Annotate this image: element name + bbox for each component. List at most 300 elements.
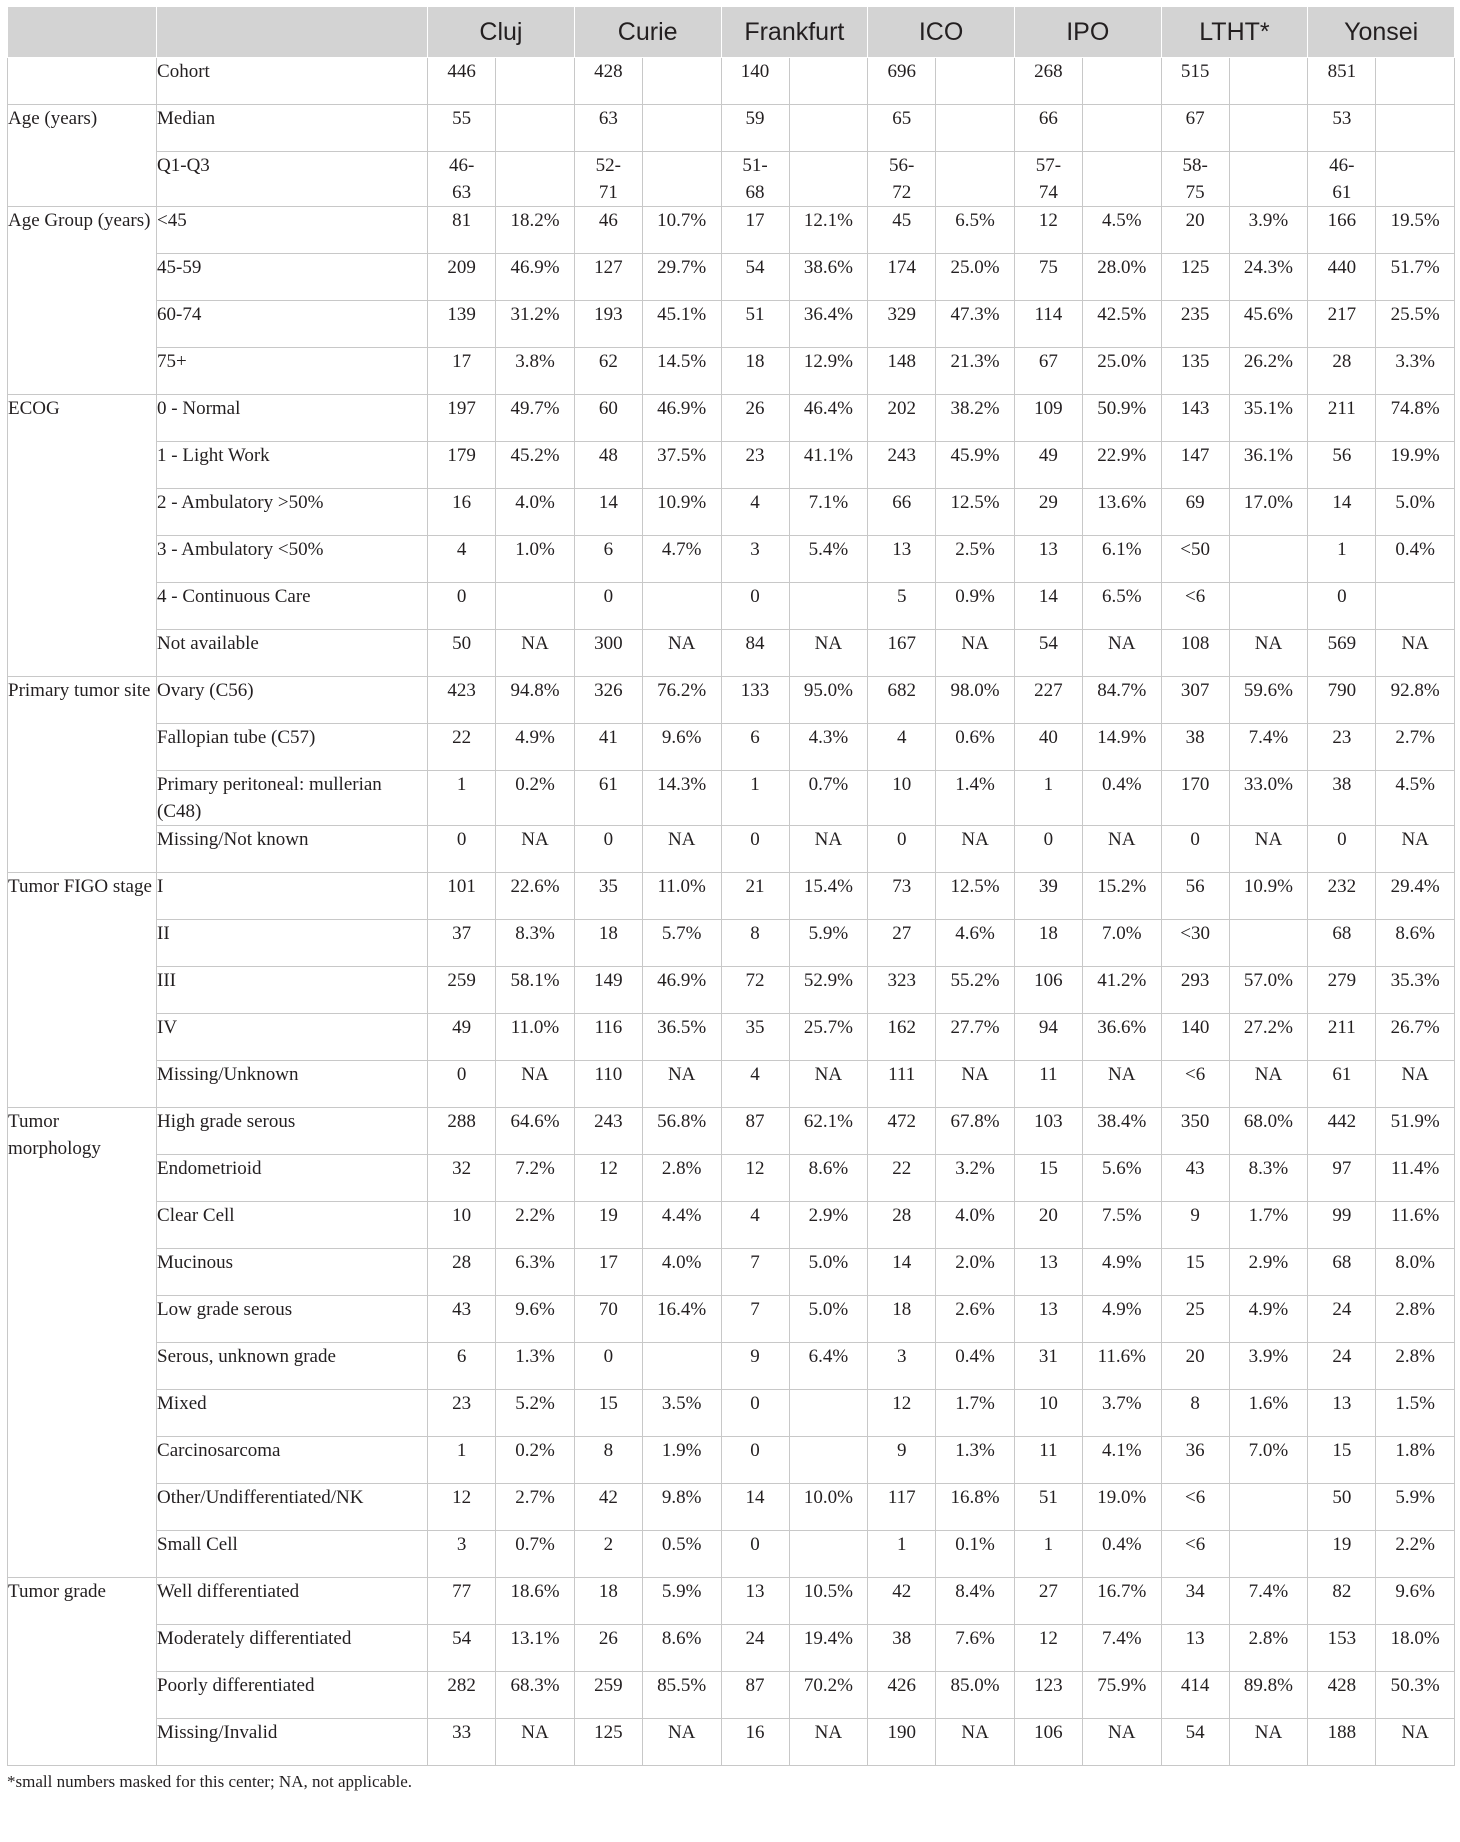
percent-cell: 18.0% [1376,1625,1455,1672]
row-label: II [157,920,428,967]
percent-cell: 18.2% [496,207,575,254]
percent-cell: NA [936,826,1015,873]
percent-cell: 4.4% [642,1202,721,1249]
count-cell: 54 [1161,1719,1229,1766]
percent-cell: 0.4% [1082,1531,1161,1578]
percent-cell: 19.4% [789,1625,868,1672]
count-cell: 428 [1308,1672,1376,1719]
percent-cell: 25.0% [936,254,1015,301]
table-row [8,207,1455,254]
table-row [8,1014,1455,1061]
count-cell: 67 [1161,105,1229,152]
count-cell: 20 [1161,207,1229,254]
percent-cell: NA [936,1061,1015,1108]
percent-cell: 8.3% [496,920,575,967]
row-label: Small Cell [157,1531,428,1578]
percent-cell: 5.7% [642,920,721,967]
count-cell: 65 [868,105,936,152]
table-row [8,58,1455,105]
table-row [8,1155,1455,1202]
group-label [8,58,157,105]
count-cell: 193 [574,301,642,348]
percent-cell: 50.9% [1082,395,1161,442]
count-cell: 12 [428,1484,496,1531]
count-cell: 167 [868,630,936,677]
row-label: Missing/Unknown [157,1061,428,1108]
count-cell: 851 [1308,58,1376,105]
percent-cell: NA [496,1719,575,1766]
percent-cell: 4.5% [1082,207,1161,254]
percent-cell: 5.0% [789,1249,868,1296]
header-ico: ICO [868,7,1015,58]
count-cell: 38 [1161,724,1229,771]
count-cell: 15 [1161,1249,1229,1296]
percent-cell: 49.7% [496,395,575,442]
percent-cell: NA [496,1061,575,1108]
row-label: High grade serous [157,1108,428,1155]
count-cell: 17 [428,348,496,395]
count-cell: 82 [1308,1578,1376,1625]
count-cell: 440 [1308,254,1376,301]
percent-cell [642,583,721,630]
count-cell: 37 [428,920,496,967]
count-cell: 133 [721,677,789,724]
row-label: Not available [157,630,428,677]
percent-cell: 7.0% [1229,1437,1308,1484]
count-cell: 307 [1161,677,1229,724]
empty-cell [936,152,1015,207]
count-cell: 17 [721,207,789,254]
percent-cell: 89.8% [1229,1672,1308,1719]
count-cell: 43 [428,1296,496,1343]
count-cell: 103 [1014,1108,1082,1155]
percent-cell: 0.5% [642,1531,721,1578]
empty-cell [496,58,575,105]
empty-cell [642,105,721,152]
count-cell: 19 [1308,1531,1376,1578]
percent-cell: 8.6% [789,1155,868,1202]
count-cell: 1 [1308,536,1376,583]
group-label: Age (years) [8,105,157,207]
count-cell: 69 [1161,489,1229,536]
count-cell: 27 [1014,1578,1082,1625]
count-cell: 32 [428,1155,496,1202]
count-cell: 48 [574,442,642,489]
percent-cell: 3.8% [496,348,575,395]
percent-cell: 3.3% [1376,348,1455,395]
percent-cell: 84.7% [1082,677,1161,724]
percent-cell: 15.2% [1082,873,1161,920]
percent-cell: 15.4% [789,873,868,920]
row-label: 45-59 [157,254,428,301]
percent-cell: 2.5% [936,536,1015,583]
percent-cell: 4.9% [1082,1249,1161,1296]
percent-cell: 5.2% [496,1390,575,1437]
percent-cell: NA [936,630,1015,677]
table-row [8,536,1455,583]
count-cell: 0 [574,826,642,873]
count-cell: 38 [868,1625,936,1672]
percent-cell: 5.9% [1376,1484,1455,1531]
header-curie: Curie [574,7,721,58]
count-cell: 682 [868,677,936,724]
percent-cell: 7.1% [789,489,868,536]
percent-cell: 7.2% [496,1155,575,1202]
count-cell: 8 [574,1437,642,1484]
count-cell: 114 [1014,301,1082,348]
row-label: Serous, unknown grade [157,1343,428,1390]
table-row [8,395,1455,442]
percent-cell: 10.7% [642,207,721,254]
count-cell: 170 [1161,771,1229,826]
header-ipo: IPO [1014,7,1161,58]
percent-cell: 35.1% [1229,395,1308,442]
count-cell: 197 [428,395,496,442]
count-cell: 423 [428,677,496,724]
count-cell: 446 [428,58,496,105]
percent-cell: 7.4% [1229,1578,1308,1625]
empty-cell [1229,58,1308,105]
row-label: Median [157,105,428,152]
count-cell: 106 [1014,967,1082,1014]
count-cell: 84 [721,630,789,677]
count-cell: 3 [428,1531,496,1578]
row-label: Primary peritoneal: mullerian (C48) [157,771,428,826]
count-cell: <6 [1161,1061,1229,1108]
count-cell: 110 [574,1061,642,1108]
count-cell: 23 [428,1390,496,1437]
count-cell: 14 [1014,583,1082,630]
percent-cell: 6.3% [496,1249,575,1296]
count-cell: 2 [574,1531,642,1578]
percent-cell: 2.2% [496,1202,575,1249]
table-row [8,1202,1455,1249]
percent-cell: 2.2% [1376,1531,1455,1578]
percent-cell: NA [1376,826,1455,873]
percent-cell: 5.9% [789,920,868,967]
count-cell: 1 [721,771,789,826]
percent-cell: 76.2% [642,677,721,724]
percent-cell: NA [642,1719,721,1766]
percent-cell: NA [1376,1061,1455,1108]
percent-cell: 95.0% [789,677,868,724]
percent-cell: 24.3% [1229,254,1308,301]
percent-cell: 19.0% [1082,1484,1161,1531]
row-label: Cohort [157,58,428,105]
count-cell: 6 [574,536,642,583]
percent-cell: NA [1376,1719,1455,1766]
empty-cell [1082,105,1161,152]
count-cell: 1 [428,1437,496,1484]
percent-cell: 29.4% [1376,873,1455,920]
group-label: Tumor FIGO stage [8,873,157,1108]
count-cell: 235 [1161,301,1229,348]
count-cell: 123 [1014,1672,1082,1719]
count-cell: 53 [1308,105,1376,152]
percent-cell: 36.6% [1082,1014,1161,1061]
count-cell: 179 [428,442,496,489]
percent-cell: 1.4% [936,771,1015,826]
row-label: III [157,967,428,1014]
count-cell: 211 [1308,1014,1376,1061]
percent-cell: 70.2% [789,1672,868,1719]
count-cell: 300 [574,630,642,677]
percent-cell [789,1437,868,1484]
percent-cell: NA [789,1719,868,1766]
group-label: Tumor morphology [8,1108,157,1578]
percent-cell: 10.9% [1229,873,1308,920]
count-cell: 33 [428,1719,496,1766]
table-row [8,1061,1455,1108]
group-label: Primary tumor site [8,677,157,873]
percent-cell: NA [642,630,721,677]
count-cell: 6 [721,724,789,771]
percent-cell: 38.4% [1082,1108,1161,1155]
percent-cell: NA [1082,1719,1161,1766]
empty-cell [642,152,721,207]
row-label: 0 - Normal [157,395,428,442]
percent-cell: 85.5% [642,1672,721,1719]
row-label: Mucinous [157,1249,428,1296]
count-cell: 28 [428,1249,496,1296]
percent-cell: 10.9% [642,489,721,536]
empty-cell [789,105,868,152]
count-cell: 18 [574,1578,642,1625]
percent-cell: NA [1229,630,1308,677]
percent-cell: 4.6% [936,920,1015,967]
percent-cell: 94.8% [496,677,575,724]
header-row [8,7,1455,58]
count-cell: 75 [1014,254,1082,301]
percent-cell: 4.9% [496,724,575,771]
percent-cell [1376,583,1455,630]
percent-cell: 4.0% [496,489,575,536]
percent-cell: 46.9% [642,967,721,1014]
count-cell: 94 [1014,1014,1082,1061]
count-cell: 70 [574,1296,642,1343]
count-cell: 0 [574,583,642,630]
percent-cell: 38.6% [789,254,868,301]
count-cell: 15 [574,1390,642,1437]
header-blank-group [8,7,157,58]
percent-cell: 1.5% [1376,1390,1455,1437]
count-cell: 4 [721,1202,789,1249]
count-cell: 43 [1161,1155,1229,1202]
percent-cell: 1.9% [642,1437,721,1484]
percent-cell: 12.9% [789,348,868,395]
percent-cell: NA [1082,630,1161,677]
count-cell: 38 [1308,771,1376,826]
count-cell: 0 [721,1531,789,1578]
percent-cell: 4.9% [1082,1296,1161,1343]
count-cell: 790 [1308,677,1376,724]
count-cell: 162 [868,1014,936,1061]
empty-cell [789,58,868,105]
percent-cell: 21.3% [936,348,1015,395]
count-cell: 13 [1161,1625,1229,1672]
count-cell: 87 [721,1108,789,1155]
row-label: 3 - Ambulatory <50% [157,536,428,583]
percent-cell: 27.7% [936,1014,1015,1061]
row-label: IV [157,1014,428,1061]
percent-cell: 45.1% [642,301,721,348]
percent-cell: 33.0% [1229,771,1308,826]
percent-cell: 7.4% [1082,1625,1161,1672]
percent-cell: 28.0% [1082,254,1161,301]
table-row [8,1390,1455,1437]
count-cell: 259 [428,967,496,1014]
percent-cell: 9.6% [496,1296,575,1343]
table-row [8,724,1455,771]
percent-cell: 45.9% [936,442,1015,489]
percent-cell: 62.1% [789,1108,868,1155]
table-row [8,677,1455,724]
count-cell: <6 [1161,583,1229,630]
row-label: Fallopian tube (C57) [157,724,428,771]
count-cell: 46- 61 [1308,152,1376,207]
count-cell: <50 [1161,536,1229,583]
percent-cell: 0.1% [936,1531,1015,1578]
count-cell: 13 [721,1578,789,1625]
percent-cell: 0.2% [496,1437,575,1484]
percent-cell: 9.6% [642,724,721,771]
count-cell: 174 [868,254,936,301]
count-cell: 50 [428,630,496,677]
percent-cell: 3.9% [1229,207,1308,254]
table-row [8,1625,1455,1672]
empty-cell [1376,152,1455,207]
row-label: Well differentiated [157,1578,428,1625]
data-table [7,6,1455,1766]
count-cell: 232 [1308,873,1376,920]
percent-cell [789,583,868,630]
percent-cell: 7.5% [1082,1202,1161,1249]
count-cell: 62 [574,348,642,395]
count-cell: 24 [721,1625,789,1672]
percent-cell [1229,536,1308,583]
count-cell: 97 [1308,1155,1376,1202]
percent-cell: 1.7% [936,1390,1015,1437]
count-cell: 8 [1161,1390,1229,1437]
count-cell: 10 [868,771,936,826]
percent-cell: NA [1082,826,1161,873]
count-cell: 15 [1308,1437,1376,1484]
percent-cell: 5.4% [789,536,868,583]
percent-cell: 2.7% [496,1484,575,1531]
count-cell: 426 [868,1672,936,1719]
percent-cell: 11.0% [642,873,721,920]
table-row [8,583,1455,630]
count-cell: 77 [428,1578,496,1625]
percent-cell: 12.5% [936,489,1015,536]
count-cell: 49 [1014,442,1082,489]
count-cell: 14 [868,1249,936,1296]
group-label: Age Group (years) [8,207,157,395]
percent-cell: NA [642,1061,721,1108]
count-cell: 54 [721,254,789,301]
row-label: Mixed [157,1390,428,1437]
percent-cell: 64.6% [496,1108,575,1155]
count-cell: 35 [721,1014,789,1061]
count-cell: 11 [1014,1061,1082,1108]
percent-cell: 9.8% [642,1484,721,1531]
percent-cell: 2.7% [1376,724,1455,771]
count-cell: 0 [428,583,496,630]
count-cell: 12 [1014,1625,1082,1672]
count-cell: 34 [1161,1578,1229,1625]
count-cell: 0 [1308,826,1376,873]
count-cell: 10 [1014,1390,1082,1437]
count-cell: 18 [868,1296,936,1343]
count-cell: 51 [721,301,789,348]
count-cell: 4 [721,1061,789,1108]
count-cell: 21 [721,873,789,920]
percent-cell: 11.6% [1376,1202,1455,1249]
percent-cell: 57.0% [1229,967,1308,1014]
header-yonsei: Yonsei [1308,7,1455,58]
count-cell: 442 [1308,1108,1376,1155]
count-cell: 0 [1014,826,1082,873]
percent-cell: 26.2% [1229,348,1308,395]
percent-cell: 68.0% [1229,1108,1308,1155]
percent-cell: 1.7% [1229,1202,1308,1249]
count-cell: 46 [574,207,642,254]
percent-cell: 98.0% [936,677,1015,724]
percent-cell: 19.9% [1376,442,1455,489]
count-cell: 61 [574,771,642,826]
table-body [8,58,1455,1766]
percent-cell: 25.7% [789,1014,868,1061]
percent-cell: NA [1229,1061,1308,1108]
percent-cell: 6.5% [1082,583,1161,630]
count-cell: 13 [1014,1296,1082,1343]
percent-cell: 12.5% [936,873,1015,920]
count-cell: 326 [574,677,642,724]
empty-cell [1229,105,1308,152]
empty-cell [936,58,1015,105]
percent-cell: 5.0% [789,1296,868,1343]
percent-cell: 75.9% [1082,1672,1161,1719]
percent-cell: 29.7% [642,254,721,301]
count-cell: 68 [1308,920,1376,967]
row-label: Moderately differentiated [157,1625,428,1672]
count-cell: 279 [1308,967,1376,1014]
count-cell: 111 [868,1061,936,1108]
count-cell: 42 [574,1484,642,1531]
count-cell: 259 [574,1672,642,1719]
table-row [8,301,1455,348]
count-cell: 66 [868,489,936,536]
count-cell: 14 [574,489,642,536]
table-row [8,1249,1455,1296]
count-cell: 36 [1161,1437,1229,1484]
count-cell: 28 [868,1202,936,1249]
count-cell: 20 [1161,1343,1229,1390]
count-cell: 282 [428,1672,496,1719]
percent-cell: 0.4% [1376,536,1455,583]
count-cell: 14 [721,1484,789,1531]
count-cell: 106 [1014,1719,1082,1766]
count-cell: 209 [428,254,496,301]
row-label: Q1-Q3 [157,152,428,207]
empty-cell [496,105,575,152]
count-cell: 515 [1161,58,1229,105]
percent-cell: 11.6% [1082,1343,1161,1390]
percent-cell: 1.6% [1229,1390,1308,1437]
percent-cell: 16.8% [936,1484,1015,1531]
percent-cell: 10.0% [789,1484,868,1531]
empty-cell [1376,105,1455,152]
